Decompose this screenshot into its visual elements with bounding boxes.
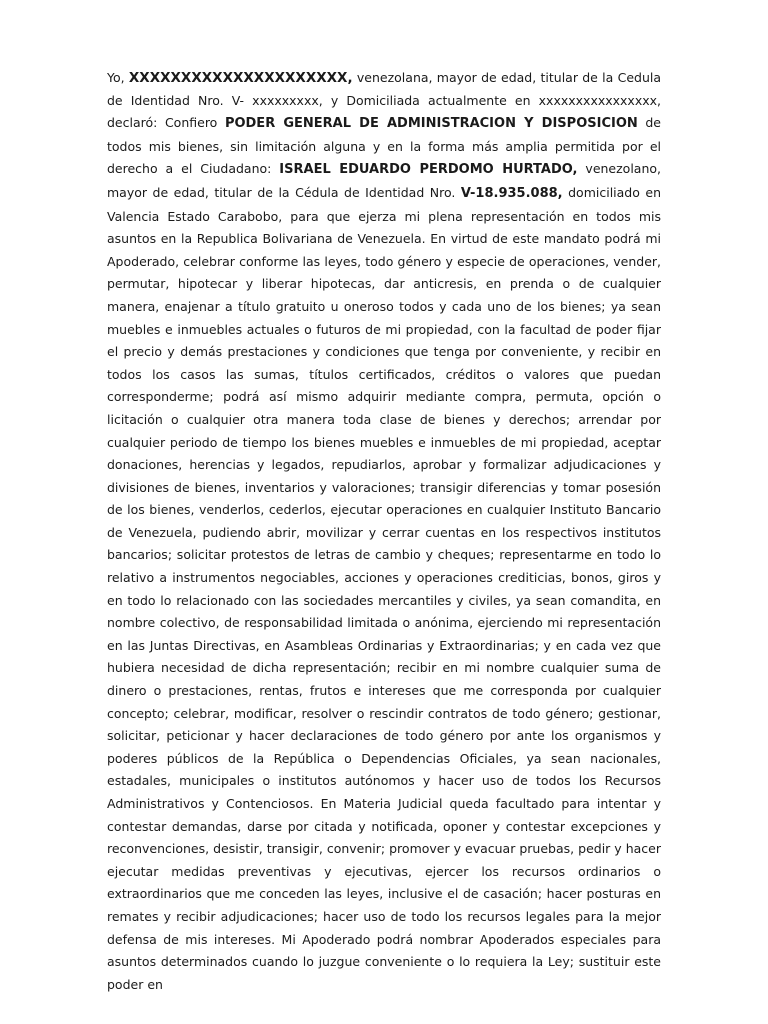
- power-type-heading: PODER GENERAL DE ADMINISTRACION Y DISPOSICION: [224, 116, 638, 132]
- text-scope: de todos mis bienes, sin limitación alguna y en la forma más amplia permitida por el derecho a el Ciudadano:: [107, 115, 661, 177]
- attorney-id-number: V-18.935.088,: [460, 185, 563, 201]
- text-intro: Yo,: [107, 70, 129, 85]
- grantor-name: XXXXXXXXXXXXXXXXXXXXX,: [128, 70, 353, 86]
- attorney-name: ISRAEL EDUARDO PERDOMO HURTADO,: [279, 162, 578, 178]
- text-grantor-details: venezolana, mayor de edad, titular de la Cedula de Identidad Nro. V- xxxxxxxxx, y Domiciliada actualmente en xxxxxxxxxxxxxxxx, declaró: Confiero: [107, 70, 661, 131]
- text-attorney-details: venezolano, mayor de edad, titular de la Cédula de Identidad Nro.: [107, 161, 662, 200]
- document-page: [107, 67, 661, 996]
- body-paragraph: [107, 67, 661, 996]
- text-powers-body: domiciliado en Valencia Estado Carabobo, para que ejerza mi plena representación en todos mis asuntos en la Republica Bolivariana de Venezuela. En virtud de este mandato podrá mi Apoderado, celebrar conforme las leyes, todo género y especie de operaciones, vender, permutar, hipotecar y liberar hipotecas, dar anticresis, en prenda o de cualquier manera, enajenar a título gratuito u oneroso todos y cada uno de los bienes; ya sean muebles e inmuebles actuales o futuros de mi propiedad, con la facultad de poder fijar el precio y demás prestaciones y condiciones que tenga por conveniente, y recibir en todos los casos las sumas, títulos certificados, créditos o valores que puedan corresponderme; podrá así mismo adquirir mediante compra, permuta, opción o licitación o cualquier otra manera toda clase de bienes y derechos; arrendar por cualquier periodo de tiempo los bienes muebles e inmuebles de mi propiedad, aceptar donaciones, herencias y legados, repudiarlos, aprobar y formalizar adjudicaciones y divisiones de bienes, inventarios y valoraciones; transigir diferencias y tomar posesión de los bienes, venderlos, cederlos, ejecutar operaciones en cualquier Instituto Bancario de Venezuela, pudiendo abrir, movilizar y cerrar cuentas en los respectivos institutos bancarios; solicitar protestos de letras de cambio y cheques; representarme en todo lo relativo a instrumentos negociables, acciones y operaciones crediticias, bonos, giros y en todo lo relacionado con las sociedades mercantiles y civiles, ya sean comandita, en nombre colectivo, de responsabilidad limitada o anónima, ejerciendo mi representación en las Juntas Directivas, en Asambleas Ordinarias y Extraordinarias; y en cada vez que hubiera necesidad de dicha representación; recibir en mi nombre cualquier suma de dinero o prestaciones, rentas, frutos e intereses que me corresponda por cualquier concepto; celebrar, modificar, resolver o rescindir contratos de todo género; gestionar, solicitar, peticionar y hacer declaraciones de todo género por ante los organismos y poderes públicos de la República o Dependencias Oficiales, ya sean nacionales, estadales, municipales o institutos autónomos y hacer uso de todos los Recursos Administrativos y Contenciosos. En Materia Judicial queda facultado para intentar y contestar demandas, darse por citada y notificada, oponer y contestar excepciones y reconvenciones, desistir, transigir, convenir; promover y evacuar pruebas, pedir y hacer ejecutar medidas preventivas y ejecutivas, ejercer los recursos ordinarios o extraordinarios que me conceden las leyes, inclusive el de casación; hacer posturas en remates y recibir adjudicaciones; hacer uso de todo los recursos legales para la mejor defensa de mis intereses. Mi Apoderado podrá nombrar Apoderados especiales para asuntos determinados cuando lo juzgue conveniente o lo requiera la Ley; sustituir este poder en: [107, 184, 661, 992]
